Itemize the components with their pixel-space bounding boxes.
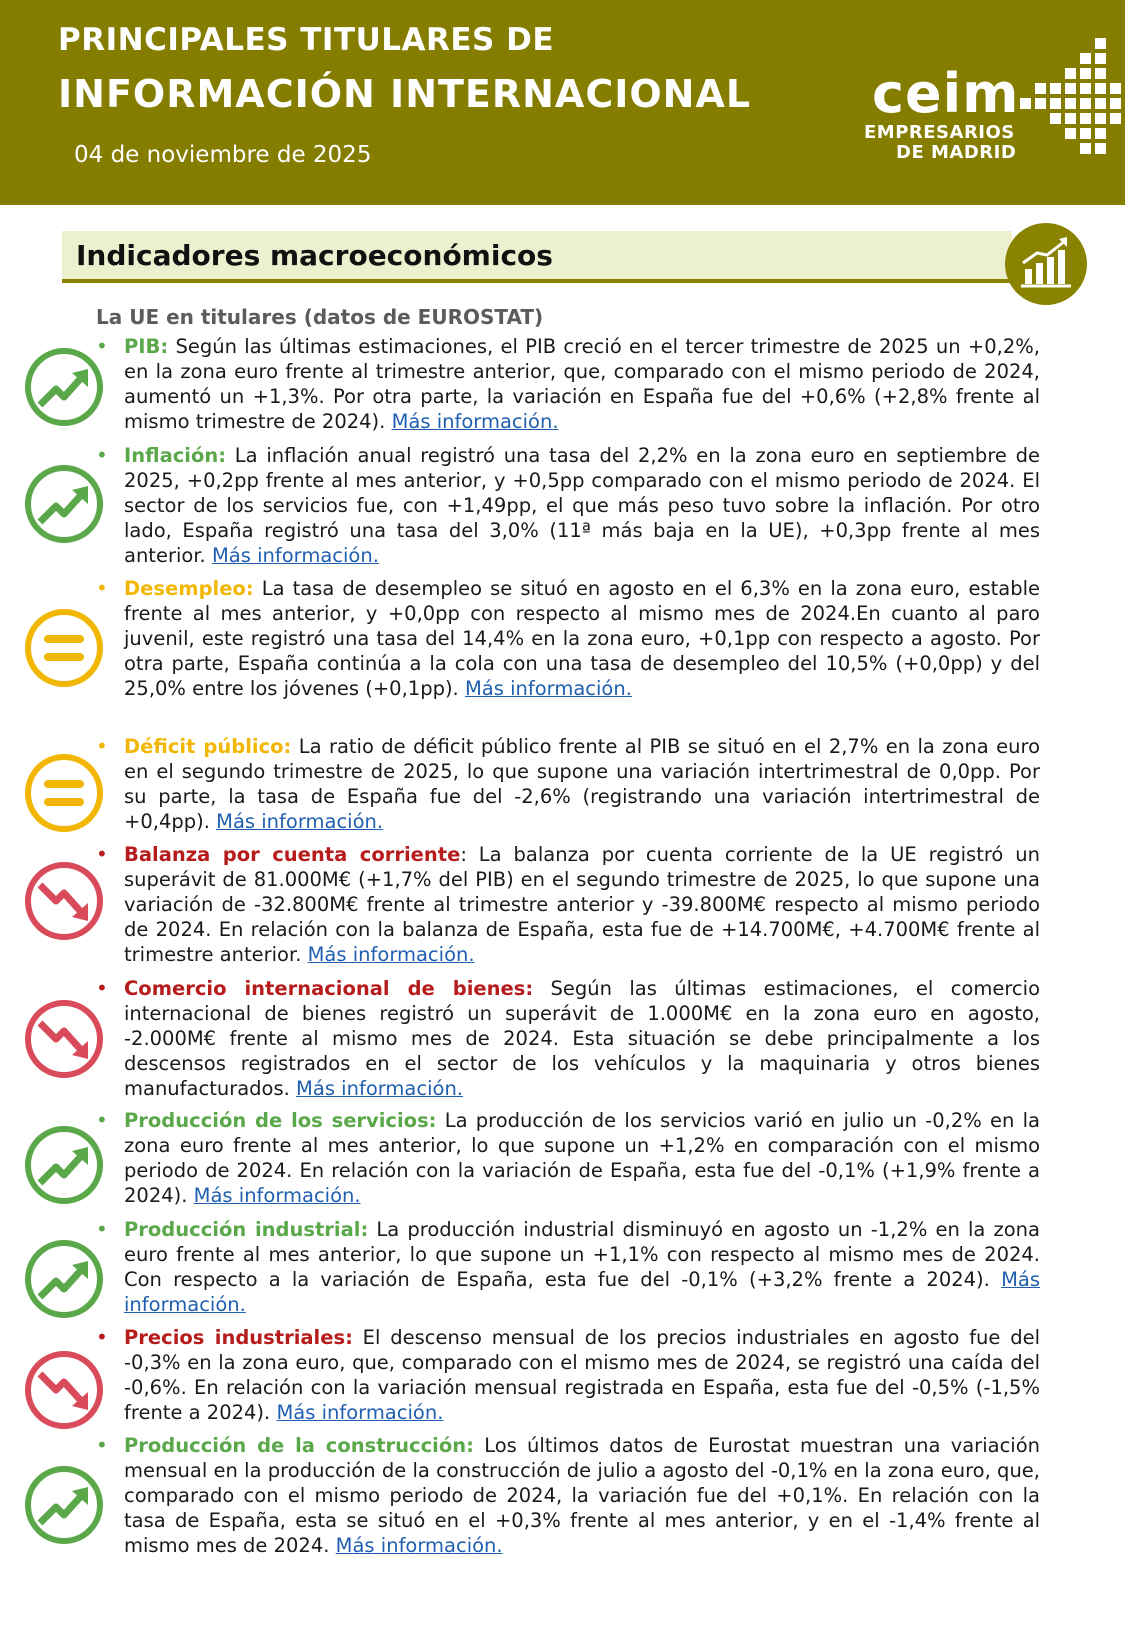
indicator-description: La producción de los servicios varió en julio un -0,2% en la zona euro frente al mes anterior, lo que supone un +1,2% en comparación con el mismo periodo de 2024. En relación con la variación de España, esta fue del -0,1% (+1,9% frente a 2024).	[124, 1109, 1040, 1207]
indicator-description: La tasa de desempleo se situó en agosto en el 6,3% en la zona euro, estable frente al mes anterior, y +0,0pp con respecto al mismo mes de 2024.En cuanto al paro juvenil, este registró una tasa del 14,4% en la zona euro, +0,1pp con respecto a agosto. Por otra parte, España continúa a la cola con una tasa de desempleo del 10,5% (+0,0pp) y del 25,0% entre los jóvenes (+0,1pp).	[124, 577, 1040, 700]
logo-subtitle-2: DE MADRID	[896, 142, 1017, 163]
indicator-text	[124, 334, 1040, 434]
more-info-link[interactable]: Más información.	[193, 1184, 361, 1207]
header-title-line2: INFORMACIÓN INTERNACIONAL	[58, 72, 752, 116]
indicator-label: Producción de los servicios:	[124, 1109, 437, 1132]
trend-flat-icon	[22, 606, 106, 690]
logo-subtitle-1: EMPRESARIOS	[864, 122, 1015, 143]
bullet: •	[96, 734, 108, 758]
indicator-label: Desempleo:	[124, 577, 254, 600]
indicator-description: Según las últimas estimaciones, el PIB creció en el tercer trimestre de 2025 un +0,2%, en la zona euro frente al trimestre anterior, que, comparado con el mismo periodo de 2024, aumentó un +1,3%. Por otra parte, la variación en España fue del +0,6% (+2,8% frente al mismo trimestre de 2024).	[124, 335, 1040, 433]
indicator-text	[124, 1108, 1040, 1208]
indicator-text	[124, 1217, 1040, 1317]
indicator-description: La ratio de déficit público frente al PIB se situó en el 2,7% en la zona euro en el segundo trimestre de 2025, lo que supone una variación intertrimestral de 0,0pp. Por su parte, la tasa de España fue del -2,6% (registrando una variación intertrimestral de +0,4pp).	[124, 735, 1041, 833]
bullet: •	[96, 1325, 108, 1349]
bullet: •	[96, 976, 108, 1000]
bullet: •	[96, 576, 108, 600]
bar-chart-growth-icon	[1005, 223, 1087, 305]
trend-flat-icon	[22, 751, 106, 835]
ceim-logo	[860, 38, 1100, 168]
bullet: •	[96, 1433, 108, 1457]
more-info-link[interactable]: Más información.	[276, 1401, 444, 1424]
more-info-link[interactable]: Más información.	[335, 1534, 503, 1557]
trend-down-icon	[22, 859, 106, 943]
indicator-description: Los últimos datos de Eurostat muestran una variación mensual en la producción de la construcción de julio a agosto del -0,1% en la zona euro, que, comparado con el mismo periodo de 2024, la variación fue del +0,1%. En relación con la tasa de España, esta se situó en el +0,3% frente al mes anterior, y en el -1,4% frente al mismo mes de 2024.	[124, 1434, 1040, 1557]
bullet: •	[96, 443, 108, 467]
trend-up-icon	[22, 1237, 106, 1321]
bullet: •	[96, 842, 108, 866]
indicator-text	[124, 1325, 1040, 1425]
more-info-link[interactable]: Más información.	[307, 943, 475, 966]
indicator-text	[124, 976, 1040, 1101]
more-info-link[interactable]: Más información.	[211, 544, 379, 567]
logo-word: ceim	[872, 62, 1020, 125]
more-info-link[interactable]: Más información.	[391, 410, 559, 433]
header-date: 04 de noviembre de 2025	[74, 142, 372, 168]
header-title-line1: PRINCIPALES TITULARES DE	[58, 22, 555, 58]
more-info-link[interactable]: Más información.	[124, 1268, 1040, 1316]
indicator-text	[124, 1433, 1040, 1558]
bullet: •	[96, 334, 108, 358]
indicator-description: El descenso mensual de los precios industriales en agosto fue del -0,3% en la zona euro, que, comparado con el mismo mes de 2024, se registró una caída del -0,6%. En relación con la variación mensual registrada en España, esta fue del -0,5% (-1,5% frente a 2024).	[124, 1326, 1040, 1424]
header-banner	[0, 0, 1125, 205]
trend-up-icon	[22, 1123, 106, 1207]
indicator-text	[124, 443, 1040, 568]
indicator-label: Producción industrial:	[124, 1218, 369, 1241]
indicator-text	[124, 576, 1040, 701]
section-title: Indicadores macroeconómicos	[76, 239, 553, 272]
more-info-link[interactable]: Más información.	[464, 677, 632, 700]
more-info-link[interactable]: Más información.	[296, 1077, 463, 1100]
bullet: •	[96, 1108, 108, 1132]
indicator-text	[124, 842, 1040, 967]
indicator-label: Precios industriales:	[124, 1326, 353, 1349]
trend-up-icon	[22, 462, 106, 546]
indicator-description: La producción industrial disminuyó en agosto un -1,2% en la zona euro frente al mes anterior, lo que supone un +1,1% con respecto al mismo mes de 2024. Con respecto a la variación de España, esta fue del -0,1% (+3,2% frente a 2024).	[124, 1218, 1040, 1291]
indicator-label: Comercio internacional de bienes:	[124, 977, 534, 1000]
indicator-description: Según las últimas estimaciones, el comercio internacional de bienes registró un superávit de 1.000M€ en la zona euro en agosto, -2.000M€ frente al mismo mes de 2024. Esta situación se debe principalmente a los descensos registrados en el sector de los vehículos y la maquinaria y otros bienes manufacturados.	[124, 977, 1040, 1100]
indicator-label: Inflación:	[124, 444, 227, 467]
indicator-label: Balanza por cuenta corriente	[124, 843, 461, 866]
section-bar	[62, 231, 1012, 283]
trend-down-icon	[22, 1348, 106, 1432]
indicator-label: Déficit público:	[124, 735, 292, 758]
section-subtitle: La UE en titulares (datos de EUROSTAT)	[96, 305, 544, 329]
trend-down-icon	[22, 997, 106, 1081]
indicator-text	[124, 734, 1040, 834]
indicator-label: Producción de la construcción:	[124, 1434, 474, 1457]
more-info-link[interactable]: Más información.	[216, 810, 384, 833]
indicator-description: : La balanza por cuenta corriente de la UE registró un superávit de 81.000M€ (+1,7% del PIB) en el segundo trimestre de 2025, lo que supone una variación de -32.800M€ frente al trimestre anterior y -39.800M€ respecto al mismo periodo de 2024. En relación con la balanza de España, esta fue de +14.700M€, +4.700M€ frente al trimestre anterior.	[124, 843, 1040, 966]
indicator-description: La inflación anual registró una tasa del 2,2% en la zona euro en septiembre de 2025, +0,2pp frente al mes anterior, y +0,5pp comparado con el mismo periodo de 2024. El sector de los servicios fue, con +1,49pp, el que más peso tuvo sobre la inflación. Por otro lado, España registró una tasa del 3,0% (11ª más baja en la UE), +0,3pp frente al mes anterior.	[124, 444, 1040, 567]
bullet: •	[96, 1217, 108, 1241]
trend-up-icon	[22, 345, 106, 429]
indicator-label: PIB:	[124, 335, 169, 358]
trend-up-icon	[22, 1463, 106, 1547]
